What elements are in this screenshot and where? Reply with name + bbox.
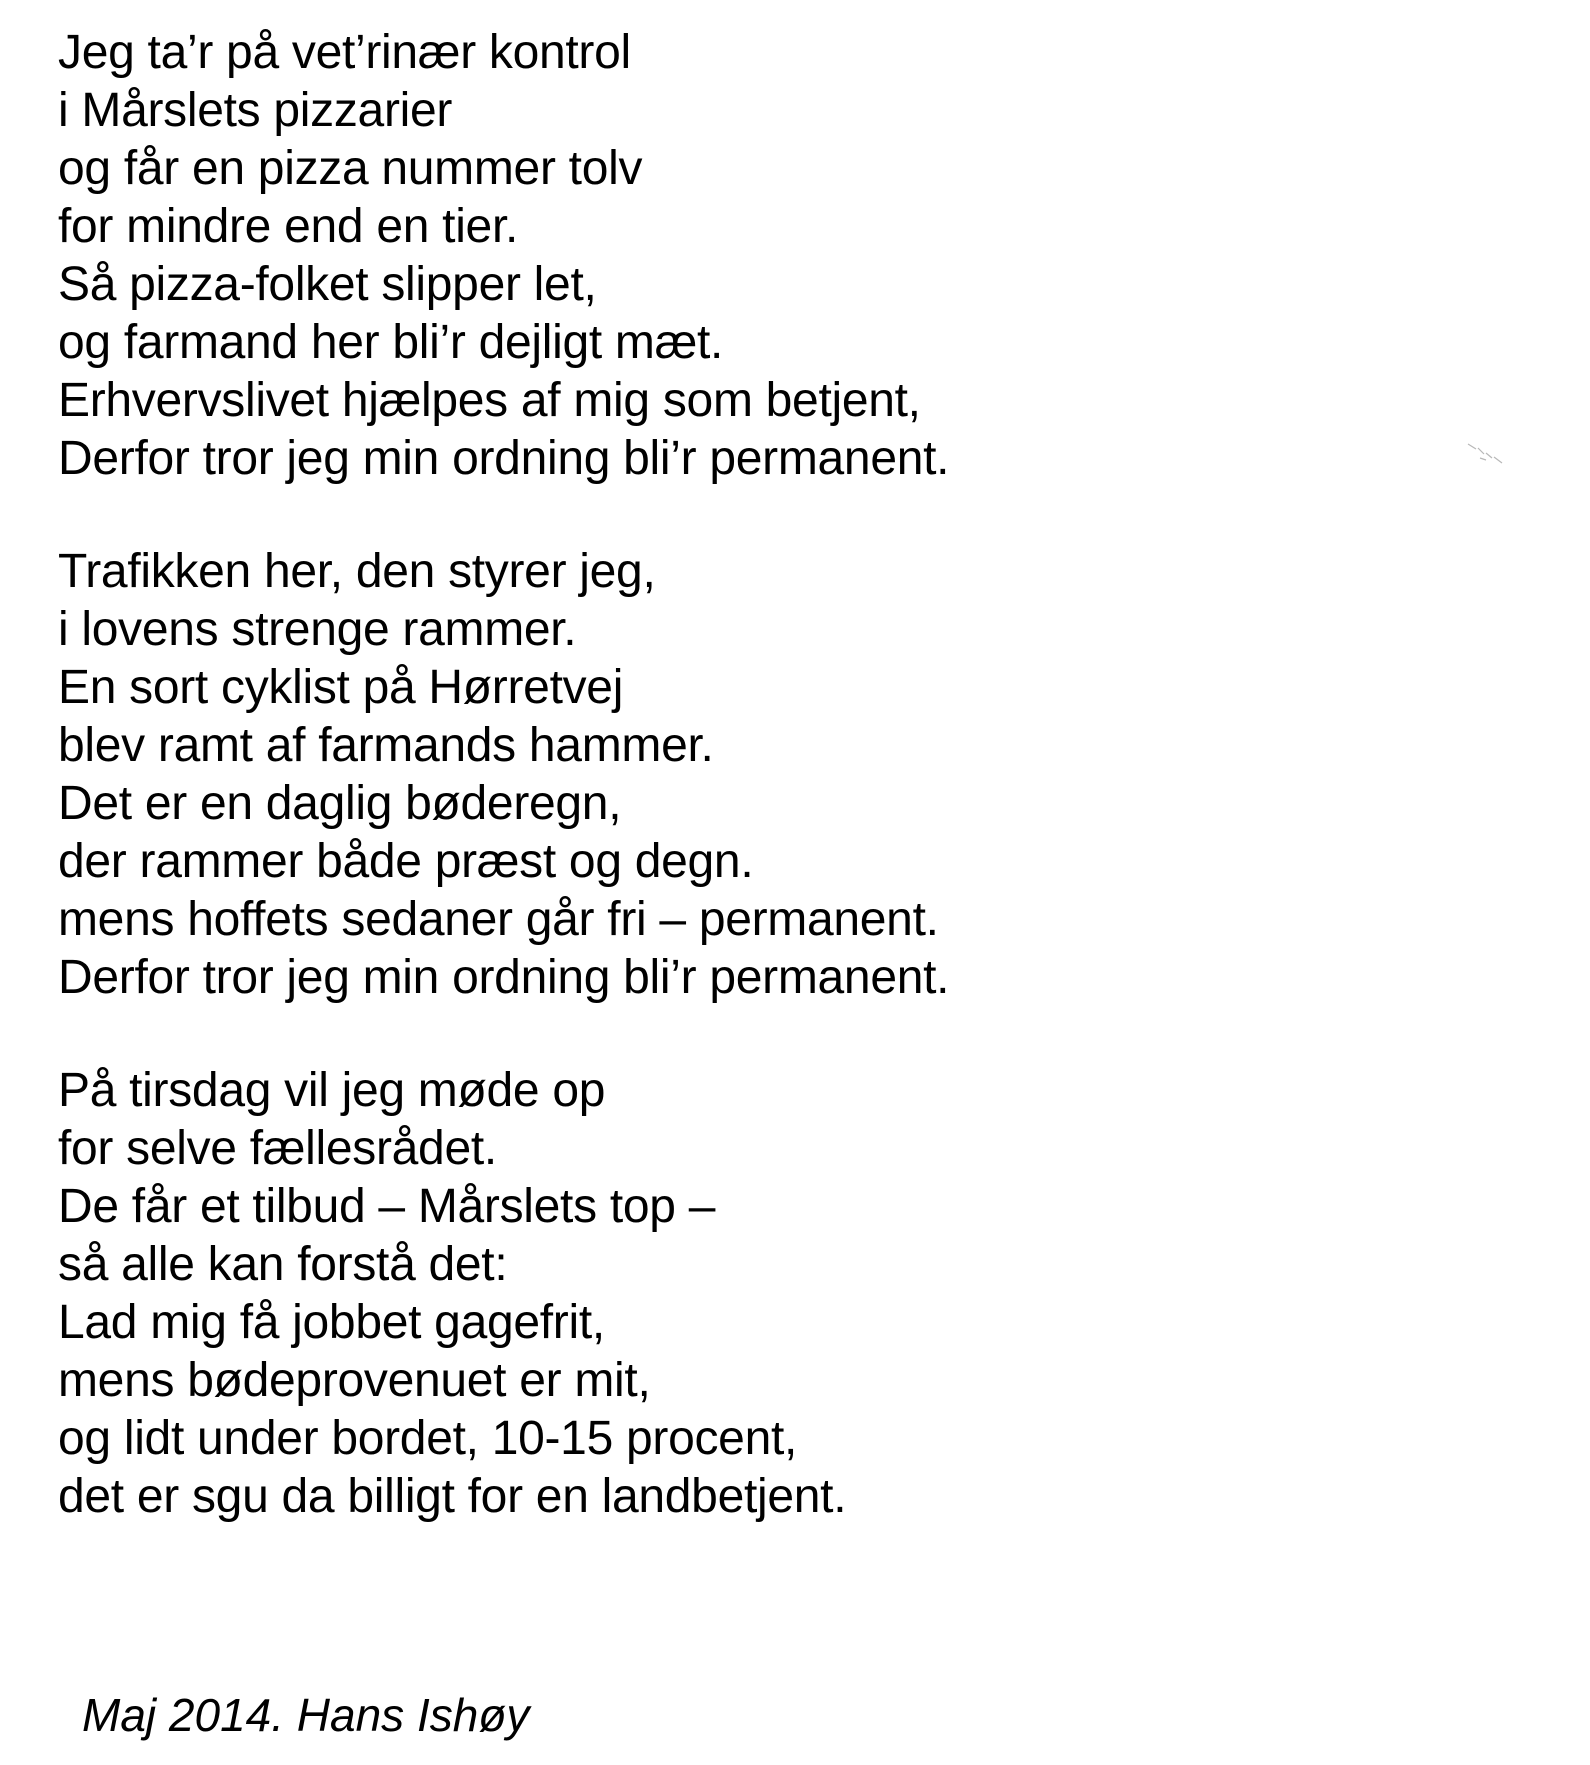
poem-line: for selve fællesrådet. xyxy=(58,1122,497,1175)
poem-line: det er sgu da billigt for en landbetjent. xyxy=(58,1470,847,1523)
stanza-2 xyxy=(58,543,949,1007)
scan-speck-mark xyxy=(1466,440,1506,468)
poem-line: På tirsdag vil jeg møde op xyxy=(58,1064,606,1117)
poem-line: Derfor tror jeg min ordning bli’r permanent. xyxy=(58,951,950,1004)
poem-line: mens hoffets sedaner går fri – permanent. xyxy=(58,893,939,946)
poem-line: og farmand her bli’r dejligt mæt. xyxy=(58,316,724,369)
poem-line: og får en pizza nummer tolv xyxy=(58,142,643,195)
poem-line: Lad mig få jobbet gagefrit, xyxy=(58,1296,605,1349)
poem-line: En sort cyklist på Hørretvej xyxy=(58,661,624,714)
poem-line: Derfor tror jeg min ordning bli’r permanent. xyxy=(58,432,950,485)
stanza-3 xyxy=(58,1062,846,1526)
poem-line: og lidt under bordet, 10-15 procent, xyxy=(58,1412,798,1465)
poem-line: Så pizza-folket slipper let, xyxy=(58,258,597,311)
poem-line: i Mårslets pizzarier xyxy=(58,84,453,137)
poem-line: De får et tilbud – Mårslets top – xyxy=(58,1180,716,1233)
poem-line: Det er en daglig bøderegn, xyxy=(58,777,622,830)
poem-line: Jeg ta’r på vet’rinær kontrol xyxy=(58,26,631,79)
poem-line: så alle kan forstå det: xyxy=(58,1238,508,1291)
poem-line: Erhvervslivet hjælpes af mig som betjent, xyxy=(58,374,921,427)
poem-line: mens bødeprovenuet er mit, xyxy=(58,1354,651,1407)
poem-line: blev ramt af farmands hammer. xyxy=(58,719,714,772)
signature: Maj 2014. Hans Ishøy xyxy=(82,1689,530,1741)
poem-line: i lovens strenge rammer. xyxy=(58,603,577,656)
stanza-1 xyxy=(58,24,949,488)
poem-line: der rammer både præst og degn. xyxy=(58,835,754,888)
poem-line: for mindre end en tier. xyxy=(58,200,519,253)
poem-line: Trafikken her, den styrer jeg, xyxy=(58,545,656,598)
